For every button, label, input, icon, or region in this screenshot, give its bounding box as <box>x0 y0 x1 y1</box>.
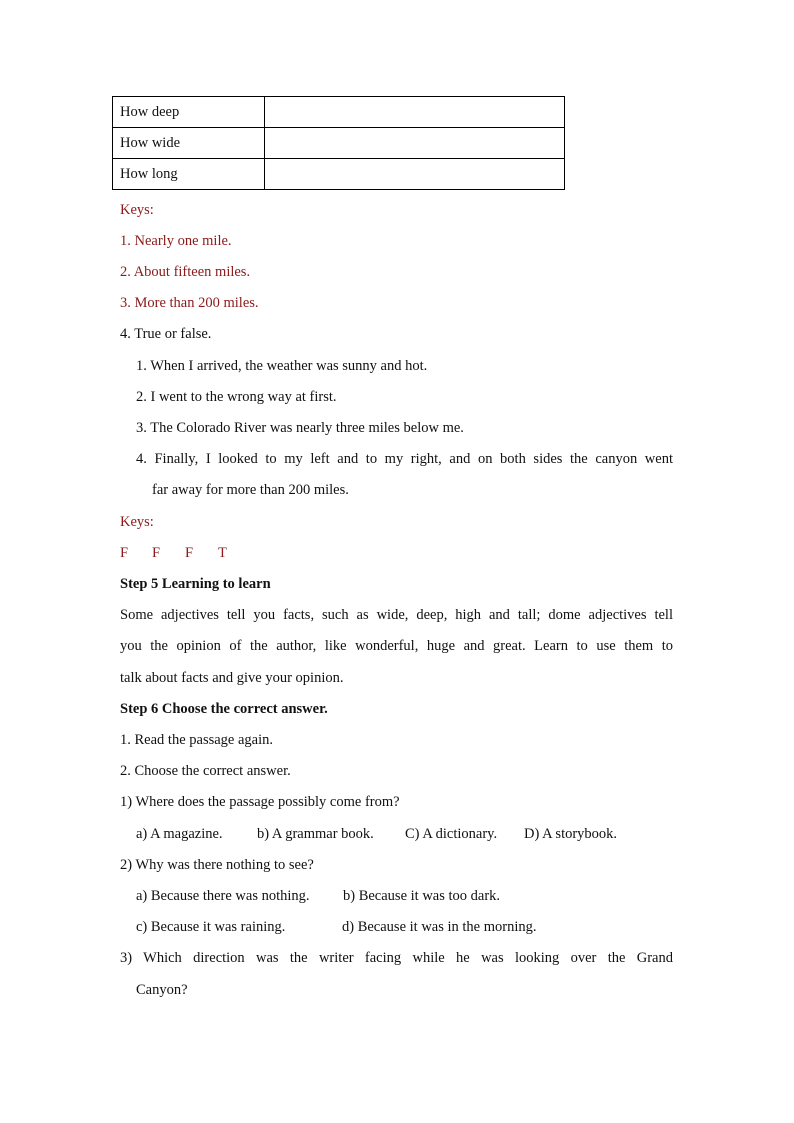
tf-item: 1. When I arrived, the weather was sunny and hot. <box>136 358 428 374</box>
table-cell-label: How deep <box>113 97 265 128</box>
option: c) Because it was raining. <box>136 919 286 935</box>
key-answer: F <box>185 545 194 561</box>
key-answer: F <box>152 545 161 561</box>
option: D) A storybook. <box>524 826 618 842</box>
step5-text-line: Some adjectives tell you facts, such as wide, deep, high and tall; dome adjectives tell <box>120 607 673 623</box>
option: b) A grammar book. <box>257 826 374 842</box>
table-cell-value <box>265 159 565 190</box>
tf-item: 3. The Colorado River was nearly three miles below me. <box>136 420 464 436</box>
tf-item: 2. I went to the wrong way at first. <box>136 389 337 405</box>
step5-text-line: you the opinion of the author, like wonderful, huge and great. Learn to use them to <box>120 638 673 654</box>
key-answer: 3. More than 200 miles. <box>120 295 259 311</box>
question-continuation: Canyon? <box>136 982 188 998</box>
option: C) A dictionary. <box>405 826 498 842</box>
option: d) Because it was in the morning. <box>342 919 537 935</box>
key-answer: 1. Nearly one mile. <box>120 233 232 249</box>
dimensions-table <box>112 96 565 190</box>
question: 3) Which direction was the writer facing while he was looking over the Grand <box>120 950 673 966</box>
keys-label: Keys: <box>120 202 154 218</box>
option: a) Because there was nothing. <box>136 888 310 904</box>
step5-heading: Step 5 Learning to learn <box>120 576 271 592</box>
table-cell-value <box>265 128 565 159</box>
question: 2) Why was there nothing to see? <box>120 857 314 873</box>
table-cell-value <box>265 97 565 128</box>
step5-text-line: talk about facts and give your opinion. <box>120 670 344 686</box>
key-answer: T <box>218 545 227 561</box>
tf-item: 4. Finally, I looked to my left and to my right, and on both sides the canyon went <box>136 451 673 467</box>
step6-heading: Step 6 Choose the correct answer. <box>120 701 328 717</box>
tf-heading: 4. True or false. <box>120 326 212 342</box>
option: a) A magazine. <box>136 826 223 842</box>
table-cell-label: How long <box>113 159 265 190</box>
tf-item-continuation: far away for more than 200 miles. <box>152 482 349 498</box>
table-row <box>113 159 565 190</box>
key-answer: 2. About fifteen miles. <box>120 264 251 280</box>
table-cell-label: How wide <box>113 128 265 159</box>
step6-instruction: 2. Choose the correct answer. <box>120 763 291 779</box>
keys-label: Keys: <box>120 514 154 530</box>
option: b) Because it was too dark. <box>343 888 501 904</box>
key-answer: F <box>120 545 129 561</box>
step6-instruction: 1. Read the passage again. <box>120 732 274 748</box>
question: 1) Where does the passage possibly come from? <box>120 794 400 810</box>
table-row <box>113 97 565 128</box>
table-row <box>113 128 565 159</box>
